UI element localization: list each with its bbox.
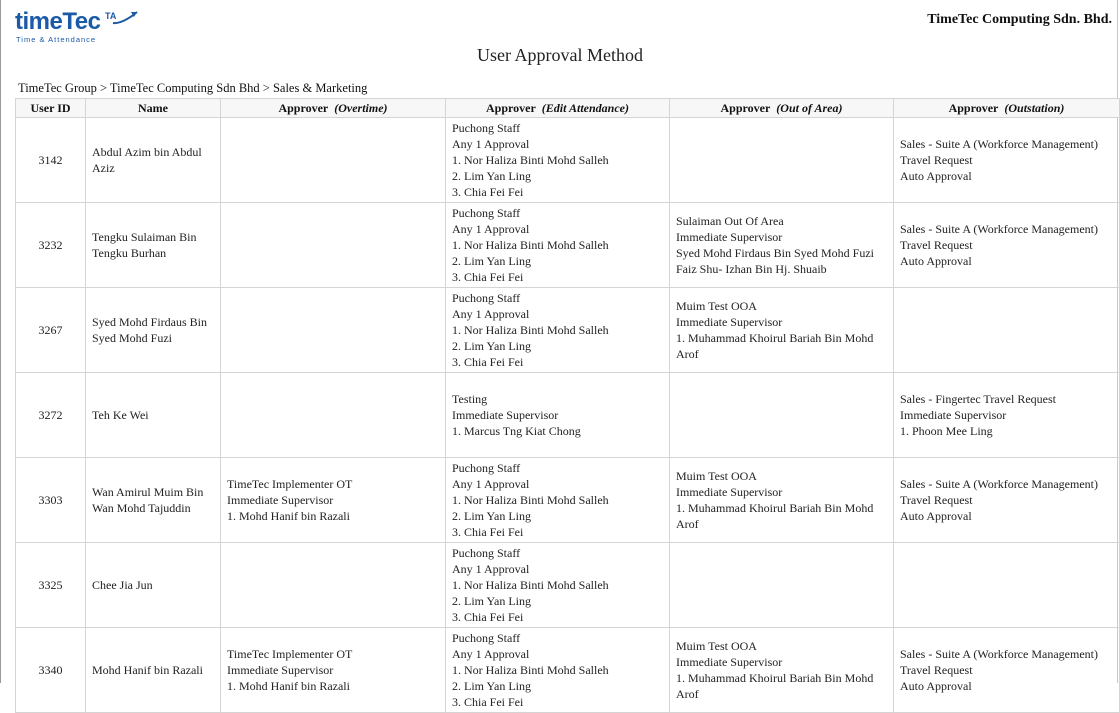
approver-line: Muim Test OOA [676,299,757,313]
approver-line: 3. Chia Fei Fei [452,270,524,284]
breadcrumb: TimeTec Group > TimeTec Computing Sdn Bhd > Sales & Marketing [18,81,368,95]
approver-line: Auto Approval [900,509,972,523]
out-of-area-approver-cell [670,203,894,288]
logo-wordmark: timeTec [15,8,101,35]
approver-line: Testing [452,392,488,406]
table-header-row [16,99,1120,118]
approver-line: 2. Lim Yan Ling [452,169,532,183]
approver-line: Sales - Suite A (Workforce Management) Travel Request [900,222,1098,252]
out-of-area-approver-cell [670,458,894,543]
overtime-approver-cell [221,288,446,373]
column-header-qualifier: (Outstation) [1004,100,1065,115]
table-row [16,543,1120,628]
table-row [16,373,1120,458]
out-of-area-approver-cell [670,373,894,458]
approver-line: 3. Chia Fei Fei [452,610,524,624]
edit-attendance-approver-cell [446,203,670,288]
approver-line: Sales - Suite A (Workforce Management) Travel Request [900,647,1098,677]
approver-line: TimeTec Implementer OT [227,477,353,491]
column-header-label: Name [138,100,168,115]
outstation-approver-cell [894,118,1120,203]
user-id-cell: 3142 [16,118,86,203]
edit-attendance-approver-cell [446,458,670,543]
table-row [16,203,1120,288]
outstation-approver-cell [894,628,1120,713]
out-of-area-approver-cell [670,118,894,203]
approver-line: 1. Mohd Hanif bin Razali [227,679,350,693]
edit-attendance-approver-cell [446,628,670,713]
approver-line: Any 1 Approval [452,137,530,151]
edit-attendance-approver-cell [446,288,670,373]
approver-line: Faiz Shu- Izhan Bin Hj. Shuaib [676,262,827,276]
approver-line: 1. Marcus Tng Kiat Chong [452,424,581,438]
column-header-label: Approver [948,100,999,115]
column-header-qualifier: (Out of Area) [776,100,843,115]
approver-line: Any 1 Approval [452,562,530,576]
approver-line: Immediate Supervisor [676,655,783,669]
approver-line: 1. Muhammad Khoirul Bariah Bin Mohd Arof [676,501,874,531]
table-row [16,628,1120,713]
approver-line: 1. Muhammad Khoirul Bariah Bin Mohd Arof [676,331,874,361]
table-row [16,118,1120,203]
approver-line: 2. Lim Yan Ling [452,679,532,693]
table-row [16,458,1120,543]
approver-line: 1. Nor Haliza Binti Mohd Salleh [452,493,609,507]
outstation-approver-cell [894,373,1120,458]
approver-line: Puchong Staff [452,206,521,220]
approver-line: 1. Nor Haliza Binti Mohd Salleh [452,238,609,252]
user-id-cell: 3340 [16,628,86,713]
approver-line: Immediate Supervisor [227,493,334,507]
user-id-cell: 3325 [16,543,86,628]
overtime-approver-cell [221,543,446,628]
approver-line: Auto Approval [900,679,972,693]
user-id-cell: 3272 [16,373,86,458]
column-header-label: User ID [30,100,71,115]
approver-line: 1. Nor Haliza Binti Mohd Salleh [452,663,609,677]
outstation-approver-cell [894,203,1120,288]
page-title: User Approval Method [477,45,643,65]
overtime-approver-cell [221,628,446,713]
approver-line: Any 1 Approval [452,647,530,661]
approver-line: Sales - Fingertec Travel Request [900,392,1056,406]
user-name-cell: Mohd Hanif bin Razali [86,628,221,713]
user-id-cell: 3267 [16,288,86,373]
user-name-cell: Teh Ke Wei [86,373,221,458]
approver-line: Immediate Supervisor [676,230,783,244]
approver-line: Immediate Supervisor [676,485,783,499]
approver-line: Any 1 Approval [452,307,530,321]
column-header-approver-out-of-area [670,99,894,118]
overtime-approver-cell [221,373,446,458]
edit-attendance-approver-cell [446,373,670,458]
approver-line: Any 1 Approval [452,477,530,491]
approver-line: Immediate Supervisor [227,663,334,677]
company-name: TimeTec Computing Sdn. Bhd. [927,12,1112,27]
user-name-cell: Wan Amirul Muim Bin Wan Mohd Tajuddin [86,458,221,543]
column-header-approver-overtime [221,99,446,118]
out-of-area-approver-cell [670,288,894,373]
column-header-label: Approver [486,100,536,115]
edit-attendance-approver-cell [446,543,670,628]
overtime-approver-cell [221,203,446,288]
out-of-area-approver-cell [670,543,894,628]
approver-line: Immediate Supervisor [452,408,559,422]
column-header-label: Approver [278,100,329,115]
column-header-label: Approver [720,100,771,115]
column-header-approver-outstation [894,99,1120,118]
approver-line: Puchong Staff [452,631,521,645]
approver-line: Sulaiman Out Of Area [676,214,784,228]
approver-line: 2. Lim Yan Ling [452,509,532,523]
approver-line: 3. Chia Fei Fei [452,185,524,199]
edit-attendance-approver-cell [446,118,670,203]
approver-line: Any 1 Approval [452,222,530,236]
approver-line: Puchong Staff [452,461,521,475]
approver-line: 1. Muhammad Khoirul Bariah Bin Mohd Arof [676,671,874,701]
approver-line: 3. Chia Fei Fei [452,695,524,709]
approval-table [15,98,1120,713]
column-header-user-id [16,99,86,118]
approver-line: Puchong Staff [452,121,521,135]
timetec-logo [15,8,145,48]
approver-line: Muim Test OOA [676,639,757,653]
out-of-area-approver-cell [670,628,894,713]
user-id-cell: 3232 [16,203,86,288]
approver-line: Auto Approval [900,254,972,268]
approver-line: Puchong Staff [452,291,521,305]
user-name-cell: Tengku Sulaiman Bin Tengku Burhan [86,203,221,288]
approver-line: Muim Test OOA [676,469,757,483]
approver-line: 2. Lim Yan Ling [452,254,532,268]
approver-line: Syed Mohd Firdaus Bin Syed Mohd Fuzi [676,246,875,260]
approver-line: 1. Phoon Mee Ling [900,424,993,438]
approver-line: Sales - Suite A (Workforce Management) Travel Request [900,137,1098,167]
column-header-approver-edit-attendance [446,99,670,118]
column-header-qualifier: (Edit Attendance) [541,100,629,115]
approver-line: 1. Nor Haliza Binti Mohd Salleh [452,578,609,592]
logo-tagline: Time & Attendance [16,35,97,44]
approver-line: 3. Chia Fei Fei [452,355,524,369]
approver-line: 1. Nor Haliza Binti Mohd Salleh [452,153,609,167]
user-name-cell: Syed Mohd Firdaus Bin Syed Mohd Fuzi [86,288,221,373]
logo-badge: TA [105,11,117,21]
approver-line: 2. Lim Yan Ling [452,594,532,608]
approver-line: 3. Chia Fei Fei [452,525,524,539]
approver-line: Puchong Staff [452,546,521,560]
approver-line: Immediate Supervisor [676,315,783,329]
overtime-approver-cell [221,458,446,543]
approver-line: Immediate Supervisor [900,408,1007,422]
user-name-cell: Abdul Azim bin Abdul Aziz [86,118,221,203]
approver-line: 1. Nor Haliza Binti Mohd Salleh [452,323,609,337]
outstation-approver-cell [894,543,1120,628]
table-row [16,288,1120,373]
approver-line: 2. Lim Yan Ling [452,339,532,353]
outstation-approver-cell [894,458,1120,543]
approver-line: Auto Approval [900,169,972,183]
table-body [16,118,1120,713]
column-header-name [86,99,221,118]
column-header-qualifier: (Overtime) [334,100,388,115]
approver-line: Sales - Suite A (Workforce Management) Travel Request [900,477,1098,507]
approver-line: 1. Mohd Hanif bin Razali [227,509,350,523]
user-id-cell: 3303 [16,458,86,543]
overtime-approver-cell [221,118,446,203]
approver-line: TimeTec Implementer OT [227,647,353,661]
user-name-cell: Chee Jia Jun [86,543,221,628]
outstation-approver-cell [894,288,1120,373]
